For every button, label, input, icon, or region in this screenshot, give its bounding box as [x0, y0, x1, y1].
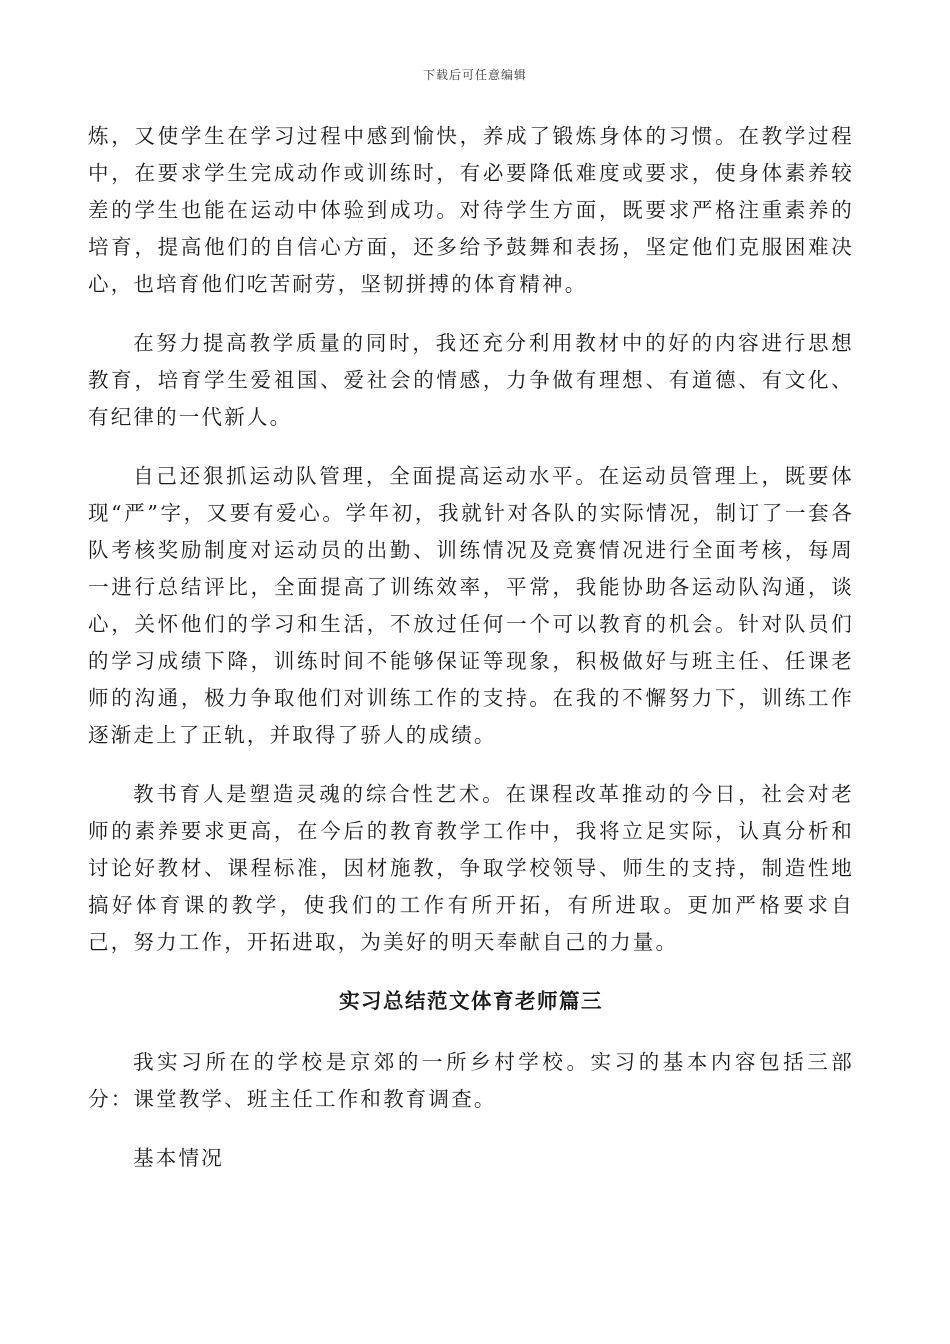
document-body — [88, 118, 854, 1199]
paragraph: 在努力提高教学质量的同时，我还充分利用教材中的好的内容进行思想教育，培育学生爱祖国、爱社会的情感，力争做有理想、有道德、有文化、有纪律的一代新人。 — [88, 331, 854, 429]
paragraph: 自己还狠抓运动队管理，全面提高运动水平。在运动员管理上，既要体现“严”字，又要有爱心。学年初，我就针对各队的实际情况，制订了一套各队考核奖励制度对运动员的出勤、训练情况及竞赛情况进行全面考核，每周一进行总结评比，全面提高了训练效率，平常，我能协助各运动队沟通，谈心，关怀他们的学习和生活，不放过任何一个可以教育的机会。针对队员们的学习成绩下降，训练时间不能够保证等现象，积极做好与班主任、任课老师的沟通，极力争取他们对训练工作的支持。在我的不懈努力下，训练工作逐渐走上了正轨，并取得了骄人的成绩。 — [88, 464, 854, 747]
paragraph: 教书育人是塑造灵魂的综合性艺术。在课程改革推动的今日，社会对老师的素养要求更高，在今后的教育教学工作中，我将立足实际，认真分析和讨论好教材、课程标准，因材施教，争取学校领导、师生的支持，制造性地搞好体育课的教学，使我们的工作有所开拓，有所进取。更加严格要求自己，努力工作，开拓进取，为美好的明天奉献自己的力量。 — [88, 782, 854, 954]
section-title: 实习总结范文体育老师篇三 — [339, 989, 603, 1013]
page-header: 下载后可任意编辑 — [422, 68, 527, 82]
paragraph-continued: 炼，又使学生在学习过程中感到愉快，养成了锻炼身体的习惯。在教学过程中，在要求学生完成动作或训练时，有必要降低难度或要求，使身体素养较差的学生也能在运动中体验到成功。对待学生方面，既要求严格注重素养的培育，提高他们的自信心方面，还多给予鼓舞和表扬，坚定他们克服困难决心，也培育他们吃苦耐劳，坚韧拼搏的体育精神。 — [88, 124, 854, 296]
subheading: 基本情况 — [133, 1146, 224, 1170]
paragraph: 我实习所在的学校是京郊的一所乡村学校。实习的基本内容包括三部分：课堂教学、班主任工作和教育调查。 — [88, 1050, 854, 1111]
